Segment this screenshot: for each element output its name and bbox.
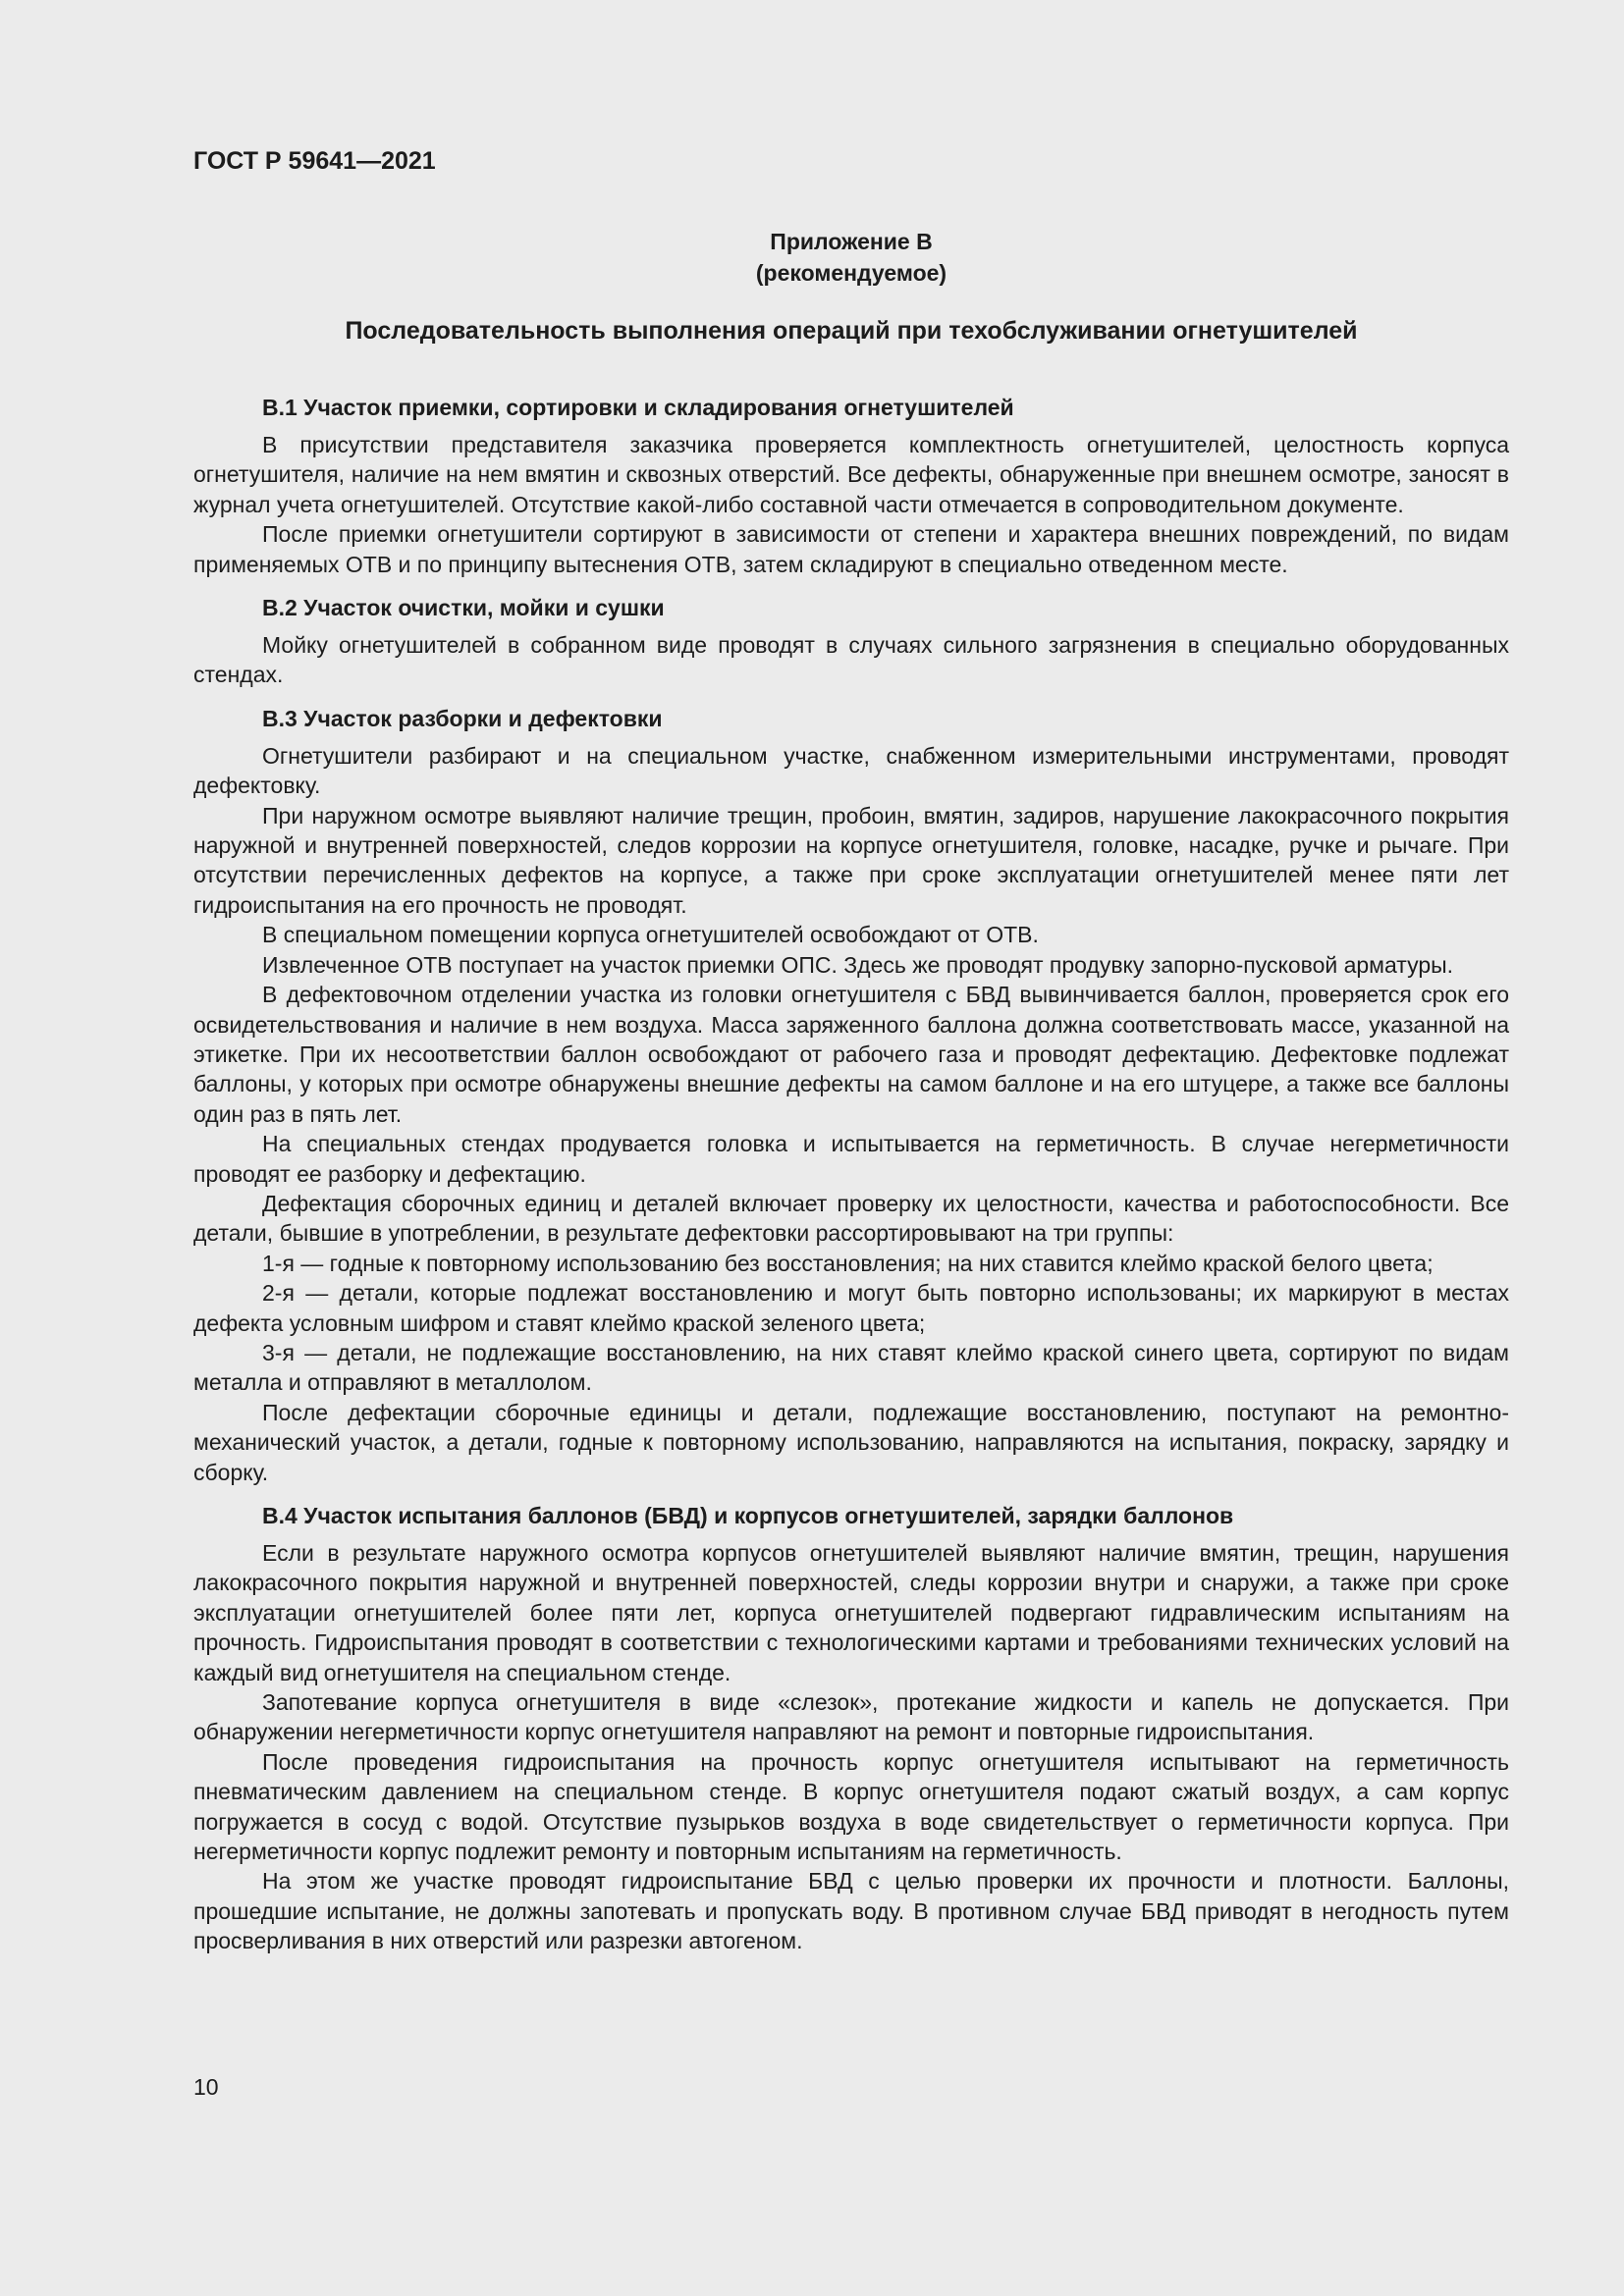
- paragraph: Запотевание корпуса огнетушителя в виде «слезок», протекание жидкости и капель не допускается. При обнаружении негерметичности корпус огнетушителя направляют на ремонт и повторные гидроиспытания.: [193, 1689, 1509, 1745]
- section-1: [193, 393, 1509, 579]
- paragraph: Мойку огнетушителей в собранном виде проводят в случаях сильного загрязнения в специально оборудованных стендах.: [193, 632, 1509, 688]
- paragraph: Извлеченное ОТВ поступает на участок приемки ОПС. Здесь же проводят продувку запорно-пусковой арматуры.: [262, 951, 1454, 978]
- paragraph: Если в результате наружного осмотра корпусов огнетушителей выявляют наличие вмятин, трещин, нарушения лакокрасочного покрытия наружной и внутренней поверхностей, следы коррозии внутри и снаружи, а также при сроке эксплуатации огнетушителей более пяти лет, корпуса огнетушителей подвергают гидравлическим испытаниям на прочность. Гидроиспытания проводят в соответствии с технологическими картами и требованиями технических условий на каждый вид огнетушителя на специальном стенде.: [193, 1540, 1509, 1685]
- paragraph: На этом же участке проводят гидроиспытание БВД с целью проверки их прочности и плотности. Баллоны, прошедшие испытание, не должны запотевать и пропускать воду. В противном случае БВД приводят в негодность путем просверливания в них отверстий или разрезки автогеном.: [193, 1868, 1509, 1954]
- paragraph: После дефектации сборочные единицы и детали, подлежащие восстановлению, поступают на ремонтно-механический участок, а детали, годные к повторному использованию, направляются на испытания, покраску, зарядку и сборку.: [193, 1399, 1509, 1485]
- section-2: [193, 593, 1509, 690]
- annex-heading: [193, 226, 1509, 289]
- document-id: ГОСТ Р 59641—2021: [193, 147, 436, 175]
- section-3: [193, 704, 1509, 1487]
- paragraph: При наружном осмотре выявляют наличие трещин, пробоин, вмятин, задиров, нарушение лакокрасочного покрытия наружной и внутренней поверхностей, следов коррозии на корпусе огнетушителя, головке, насадке, ручке и рычаге. При отсутствии перечисленных дефектов на корпусе, а также при сроке эксплуатации огнетушителей менее пяти лет гидроиспытания на его прочность не проводят.: [193, 802, 1509, 918]
- annex-status: (рекомендуемое): [755, 260, 947, 286]
- page-number: 10: [193, 2074, 219, 2100]
- paragraph: В специальном помещении корпуса огнетушителей освобождают от ОТВ.: [262, 922, 1039, 948]
- annex-title: Последовательность выполнения операций при техобслуживании огнетушителей: [345, 317, 1358, 345]
- section-heading: В.2 Участок очистки, мойки и сушки: [262, 595, 665, 621]
- paragraph: 1-я — годные к повторному использованию без восстановления; на них ставится клеймо краской белого цвета;: [262, 1250, 1434, 1276]
- paragraph: В дефектовочном отделении участка из головки огнетушителя с БВД вывинчивается баллон, проверяется срок его освидетельствования и наличие в нем воздуха. Масса заряженного баллона должна соответствовать массе, указанной на этикетке. При их несоответствии баллон освобождают от рабочего газа и проводят дефектацию. Дефектовке подлежат баллоны, у которых при осмотре обнаружены внешние дефекты на самом баллоне и на его штуцере, а также все баллоны один раз в пять лет.: [193, 982, 1509, 1127]
- section-4: [193, 1501, 1509, 1956]
- paragraph: После приемки огнетушители сортируют в зависимости от степени и характера внешних повреждений, по видам применяемых ОТВ и по принципу вытеснения ОТВ, затем складируют в специально отведенном месте.: [193, 521, 1509, 577]
- paragraph: После проведения гидроиспытания на прочность корпус огнетушителя испытывают на герметичность пневматическим давлением на специальном стенде. В корпус огнетушителя подают сжатый воздух, а сам корпус погружается в сосуд с водой. Отсутствие пузырьков воздуха в воде свидетельствует о герметичности корпуса. При негерметичности корпус подлежит ремонту и повторным испытаниям на герметичность.: [193, 1748, 1509, 1865]
- paragraph: На специальных стендах продувается головка и испытывается на герметичность. В случае негерметичности проводят ее разборку и дефектацию.: [193, 1131, 1509, 1187]
- document-body: [193, 393, 1509, 1970]
- paragraph: В присутствии представителя заказчика проверяется комплектность огнетушителей, целостность корпуса огнетушителя, наличие на нем вмятин и сквозных отверстий. Все дефекты, обнаруженные при внешнем осмотре, заносят в журнал учета огнетушителей. Отсутствие какой-либо составной части отмечается в сопроводительном документе.: [193, 432, 1509, 517]
- section-heading: В.1 Участок приемки, сортировки и складирования огнетушителей: [262, 395, 1014, 420]
- annex-label: Приложение В: [770, 229, 933, 254]
- paragraph: Огнетушители разбирают и на специальном участке, снабженном измерительными инструментами, проводят дефектовку.: [193, 742, 1509, 799]
- section-heading: В.3 Участок разборки и дефектовки: [262, 705, 663, 731]
- paragraph: 2-я — детали, которые подлежат восстановлению и могут быть повторно использованы; их маркируют в местах дефекта условным шифром и ставят клеймо краской зеленого цвета;: [193, 1280, 1509, 1336]
- paragraph: 3-я — детали, не подлежащие восстановлению, на них ставят клеймо краской синего цвета, сортируют по видам металла и отправляют в металлолом.: [193, 1339, 1509, 1396]
- section-heading: В.4 Участок испытания баллонов (БВД) и корпусов огнетушителей, зарядки баллонов: [262, 1503, 1234, 1528]
- paragraph: Дефектация сборочных единиц и деталей включает проверку их целостности, качества и работоспособности. Все детали, бывшие в употреблении, в результате дефектовки рассортировывают на три группы:: [193, 1190, 1509, 1247]
